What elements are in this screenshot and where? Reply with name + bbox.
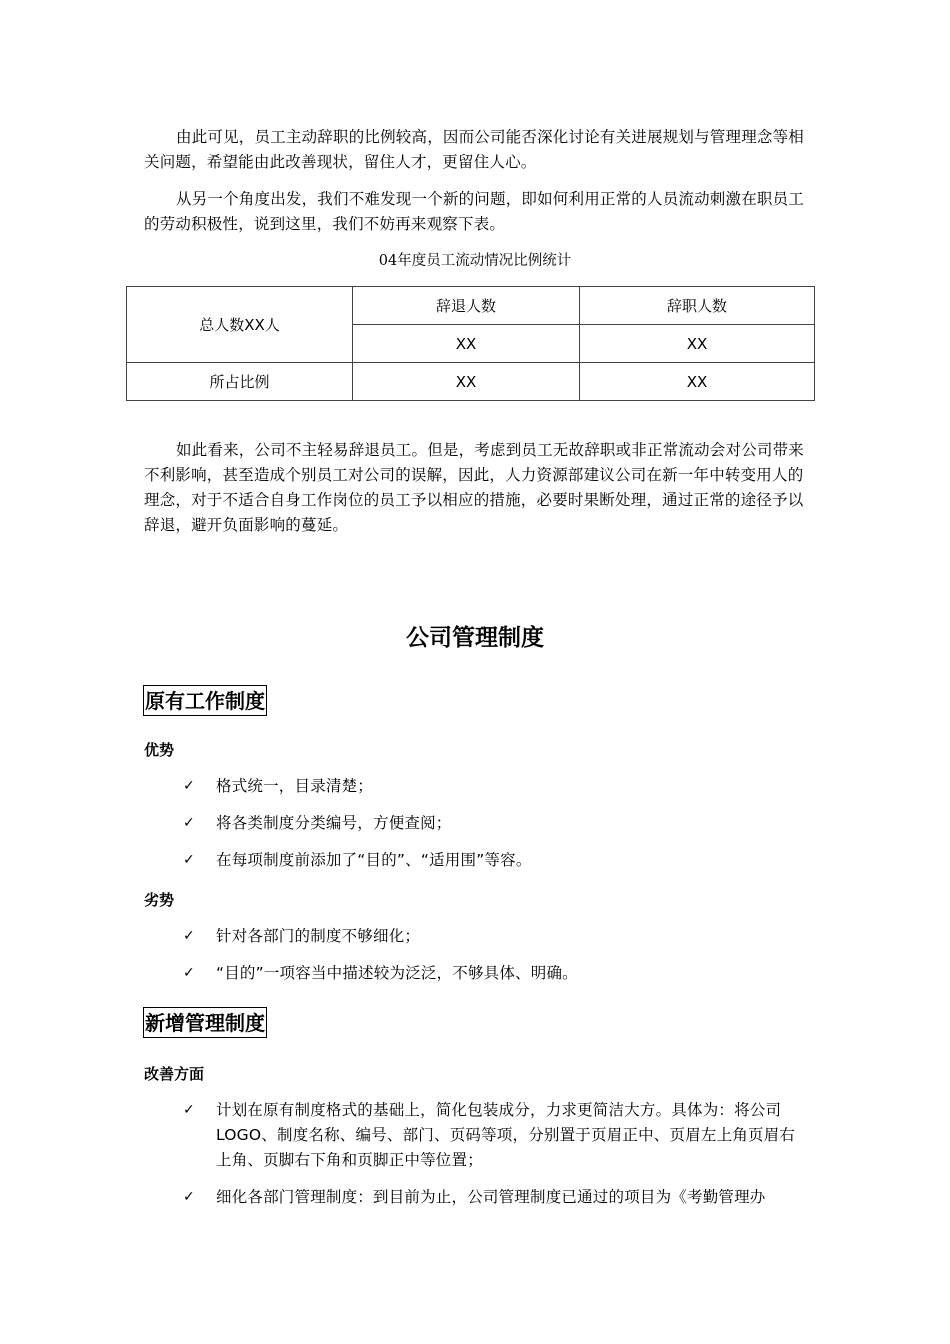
document-title: 公司管理制度 bbox=[406, 625, 544, 651]
checkmark-icon: ✓ bbox=[183, 852, 195, 868]
disadvantages-heading: 劣势 bbox=[144, 891, 175, 909]
list-item bbox=[0, 924, 809, 949]
list-item bbox=[0, 811, 809, 836]
disadvantages-list bbox=[0, 924, 950, 986]
table-row bbox=[127, 363, 815, 401]
list-item-text: 格式统一，目录清楚； bbox=[216, 777, 374, 795]
list-item bbox=[0, 961, 809, 986]
checkmark-icon: ✓ bbox=[183, 965, 195, 981]
section-heading-new-system: 新增管理制度 bbox=[143, 1007, 267, 1038]
list-item-text: 计划在原有制度格式的基础上，简化包装成分，力求更简洁大方。具体为：将公司LOGO、制度名称、编号、部门、页码等项，分别置于页眉正中、页眉左上角页眉右上角、页脚右下角和页脚正中等位置； bbox=[216, 1101, 796, 1169]
table-row bbox=[127, 287, 815, 325]
checkmark-icon: ✓ bbox=[183, 1102, 195, 1118]
advantages-list bbox=[0, 774, 950, 873]
resigned-header-cell: 辞职人数 bbox=[580, 287, 815, 325]
list-item-text: 在每项制度前添加了“目的”、“适用围”等容。 bbox=[216, 851, 532, 869]
improvements-list bbox=[0, 1098, 950, 1210]
resigned-ratio-cell: XX bbox=[580, 363, 815, 401]
checkmark-icon: ✓ bbox=[183, 1189, 195, 1205]
paragraph-conclusion: 如此看来，公司不主轻易辞退员工。但是，考虑到员工无故辞职或非正常流动会对公司带来不利影响，甚至造成个别员工对公司的误解，因此，人力资源部建议公司在新一年中转变用人的理念，对于不适合自身工作岗位的员工予以相应的措施，必要时果断处理，通过正常的途径予以辞退，避开负面影响的蔓延。 bbox=[144, 441, 805, 534]
list-item bbox=[0, 774, 809, 799]
checkmark-icon: ✓ bbox=[183, 815, 195, 831]
table-caption: 04年度员工流动情况比例统计 bbox=[378, 253, 572, 269]
list-item bbox=[0, 1185, 809, 1210]
list-item-text: “目的”一项容当中描述较为泛泛，不够具体、明确。 bbox=[216, 964, 578, 982]
dismissed-header-cell: 辞退人数 bbox=[353, 287, 580, 325]
improvements-heading: 改善方面 bbox=[144, 1065, 205, 1083]
list-item bbox=[0, 1098, 809, 1173]
checkmark-icon: ✓ bbox=[183, 928, 195, 944]
ratio-label-cell: 所占比例 bbox=[127, 363, 353, 401]
list-item-text: 将各类制度分类编号，方便查阅； bbox=[216, 814, 452, 832]
dismissed-ratio-cell: XX bbox=[353, 363, 580, 401]
staff-flow-table bbox=[126, 286, 815, 401]
section-heading-original-system: 原有工作制度 bbox=[143, 685, 267, 716]
paragraph-resignation-ratio: 由此可见，员工主动辞职的比例较高，因而公司能否深化讨论有关进展规划与管理理念等相关问题，希望能由此改善现状，留住人才，更留住人心。 bbox=[144, 128, 805, 171]
checkmark-icon: ✓ bbox=[183, 778, 195, 794]
paragraph-new-problem: 从另一个角度出发，我们不难发现一个新的问题，即如何利用正常的人员流动刺激在职员工的劳动积极性，说到这里，我们不妨再来观察下表。 bbox=[144, 190, 805, 233]
advantages-heading: 优势 bbox=[144, 741, 175, 759]
total-count-cell: 总人数XX人 bbox=[127, 287, 353, 363]
dismissed-count-cell: XX bbox=[353, 325, 580, 363]
list-item-text: 针对各部门的制度不够细化； bbox=[216, 927, 421, 945]
list-item-text: 细化各部门管理制度：到目前为止，公司管理制度已通过的项目为《考勤管理办 bbox=[216, 1188, 766, 1206]
list-item bbox=[0, 848, 809, 873]
resigned-count-cell: XX bbox=[580, 325, 815, 363]
